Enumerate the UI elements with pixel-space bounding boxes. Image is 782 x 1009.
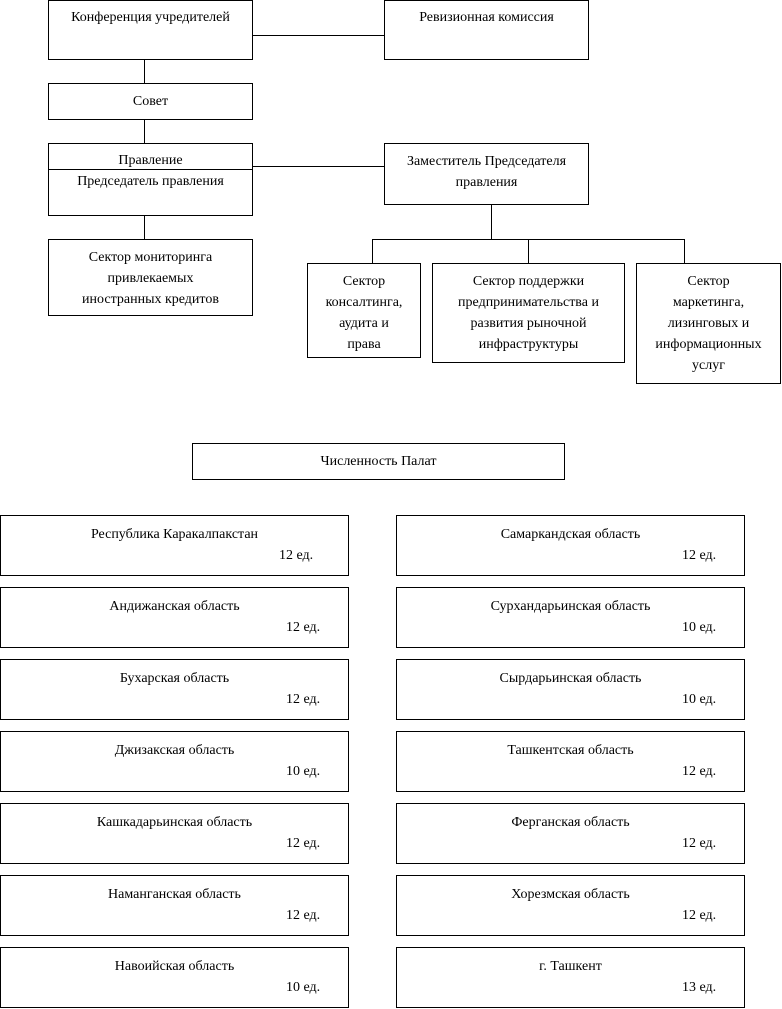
connector-conference-council [144, 59, 145, 83]
region-units: 12 ед. [279, 548, 314, 563]
marketing-sector-label-2: маркетинга, [672, 295, 745, 310]
founders-conference-box [48, 0, 253, 60]
region-name: Навоийская область [114, 959, 235, 974]
region-name: Хорезмская область [511, 887, 630, 902]
board-box [48, 143, 253, 216]
marketing-sector-label-5: услуг [692, 358, 725, 373]
region-card [0, 731, 349, 792]
entrepreneurship-sector-box [432, 263, 625, 363]
region-units: 13 ед. [682, 980, 717, 995]
region-card [0, 803, 349, 864]
audit-commission-box [384, 0, 589, 60]
region-units: 10 ед. [286, 980, 321, 995]
region-name: Джизакская область [114, 743, 235, 758]
entrepreneurship-sector-label-1: Сектор поддержки [472, 274, 585, 289]
region-card [0, 587, 349, 648]
connector-board-monitoring [144, 215, 145, 239]
region-name: Ферганская область [511, 815, 630, 830]
connector-conference-audit [252, 35, 385, 36]
region-name: Андижанская область [109, 599, 240, 614]
connector-board-deputy [252, 166, 385, 167]
marketing-sector-label-4: информационных [655, 337, 762, 352]
connector-to-entrepreneurship [528, 239, 529, 263]
region-card [396, 875, 745, 936]
entrepreneurship-sector-label-3: развития рыночной [470, 316, 587, 331]
connector-deputy-down [491, 204, 492, 239]
region-name: Наманганская область [108, 887, 241, 902]
foreign-credit-sector-box [48, 239, 253, 316]
connector-council-board [144, 119, 145, 143]
marketing-sector-box [636, 263, 781, 384]
region-name: Республика Каракалпакстан [90, 527, 259, 542]
deputy-chairman-box [384, 143, 589, 205]
region-units: 12 ед. [286, 692, 321, 707]
entrepreneurship-sector-label-2: предпринимательства и [458, 295, 599, 310]
foreign-credit-sector-label-1: Сектор мониторинга [88, 250, 213, 265]
region-units: 12 ед. [682, 836, 717, 851]
entrepreneurship-sector-label-4: инфраструктуры [478, 337, 579, 352]
council-label: Совет [132, 94, 169, 109]
region-card [396, 587, 745, 648]
region-card [0, 875, 349, 936]
region-name: Сурхандарьинская область [490, 599, 651, 614]
consulting-sector-label-1: Сектор [342, 274, 386, 289]
region-card [0, 947, 349, 1008]
chambers-title-box [192, 443, 565, 480]
deputy-chairman-label-line1: Заместитель Председателя [406, 154, 567, 169]
founders-conference-label: Конференция учредителей [71, 10, 230, 25]
region-units: 12 ед. [682, 548, 717, 563]
region-card [396, 947, 745, 1008]
consulting-sector-label-3: аудита и [339, 316, 389, 331]
region-name: Кашкадарьинская область [96, 815, 253, 830]
region-name: г. Ташкент [539, 959, 602, 974]
connector-to-marketing [684, 239, 685, 263]
region-units: 12 ед. [682, 764, 717, 779]
foreign-credit-sector-label-2: привлекаемых [107, 271, 194, 286]
region-card [396, 731, 745, 792]
region-name: Ташкентская область [507, 743, 634, 758]
board-divider [49, 169, 252, 170]
council-box [48, 83, 253, 120]
region-units: 12 ед. [286, 620, 321, 635]
region-card [396, 515, 745, 576]
region-card [396, 803, 745, 864]
marketing-sector-label-3: лизинговых и [667, 316, 750, 331]
audit-commission-label: Ревизионная комиссия [419, 10, 554, 25]
region-name: Самаркандская область [500, 527, 641, 542]
region-name: Бухарская область [119, 671, 230, 686]
consulting-sector-box [307, 263, 421, 358]
region-name: Сырдарьинская область [499, 671, 642, 686]
region-card [396, 659, 745, 720]
region-units: 12 ед. [286, 836, 321, 851]
connector-to-consulting [372, 239, 373, 263]
region-card [0, 659, 349, 720]
region-units: 12 ед. [682, 908, 717, 923]
consulting-sector-label-2: консалтинга, [325, 295, 403, 310]
board-label: Правление [118, 153, 183, 168]
consulting-sector-label-4: права [347, 337, 381, 352]
board-chairman-label: Председатель правления [77, 174, 224, 189]
region-units: 10 ед. [682, 692, 717, 707]
region-card [0, 515, 349, 576]
region-units: 10 ед. [286, 764, 321, 779]
deputy-chairman-label-line2: правления [455, 175, 518, 190]
marketing-sector-label-1: Сектор [687, 274, 730, 289]
region-units: 12 ед. [286, 908, 321, 923]
chambers-title: Численность Палат [320, 454, 437, 469]
foreign-credit-sector-label-3: иностранных кредитов [82, 292, 219, 307]
region-units: 10 ед. [682, 620, 717, 635]
